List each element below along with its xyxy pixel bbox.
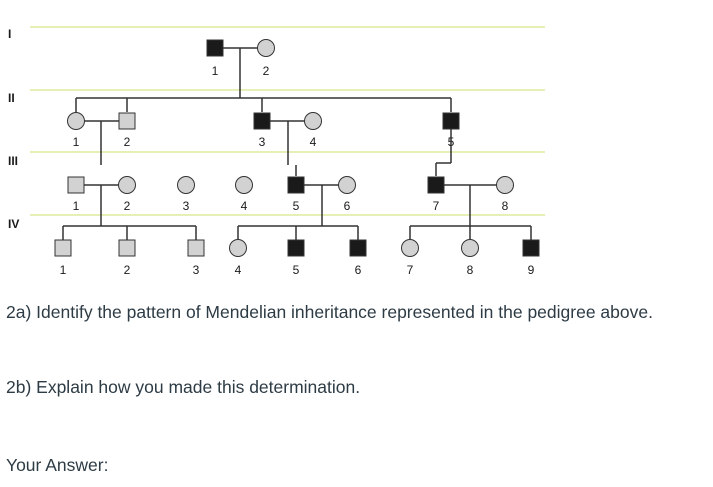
unaffected-female-symbol [178, 177, 195, 194]
unaffected-female-symbol [497, 177, 514, 194]
individual-number: 2 [123, 263, 131, 277]
unaffected-female-symbol [119, 177, 136, 194]
unaffected-male-symbol [188, 240, 204, 256]
individual-number: 3 [192, 263, 200, 277]
individual-number: 2 [123, 135, 131, 149]
individual-number: 1 [72, 135, 80, 149]
unaffected-female-symbol [339, 177, 356, 194]
unaffected-female-symbol [68, 113, 85, 130]
individual-number: 4 [234, 263, 242, 277]
affected-male-symbol [288, 177, 304, 193]
unaffected-male-symbol [119, 113, 135, 129]
individual-number: 6 [354, 263, 362, 277]
individual-number: 7 [406, 263, 414, 277]
individual-number: 1 [59, 263, 67, 277]
individual-number: 8 [501, 199, 509, 213]
affected-male-symbol [428, 177, 444, 193]
unaffected-female-symbol [462, 240, 479, 257]
affected-male-symbol [443, 113, 459, 129]
unaffected-male-symbol [119, 240, 135, 256]
generation-label: III [8, 154, 19, 168]
unaffected-female-symbol [236, 177, 253, 194]
individual-number: 6 [343, 199, 351, 213]
your-answer-label: Your Answer: [6, 455, 109, 475]
unaffected-female-symbol [402, 240, 419, 257]
individual-number: 3 [182, 199, 190, 213]
affected-male-symbol [288, 240, 304, 256]
unaffected-female-symbol [305, 113, 322, 130]
individual-number: 4 [240, 199, 248, 213]
question-2b: 2b) Explain how you made this determination. [6, 377, 361, 397]
individual-number: 4 [309, 135, 317, 149]
individual-number: 1 [72, 199, 80, 213]
unaffected-female-symbol [230, 240, 247, 257]
affected-male-symbol [350, 240, 366, 256]
question-2a: 2a) Identify the pattern of Mendelian inheritance represented in the pedigree above. [6, 302, 653, 322]
unaffected-female-symbol [258, 40, 275, 57]
individual-number: 9 [527, 263, 535, 277]
individual-number: 2 [123, 199, 131, 213]
generation-label: I [8, 27, 12, 41]
individual-number: 1 [211, 64, 219, 78]
individual-number: 5 [292, 199, 300, 213]
individual-number: 5 [292, 263, 300, 277]
generation-label: IV [8, 217, 20, 231]
unaffected-male-symbol [55, 240, 71, 256]
individual-number: 8 [466, 263, 474, 277]
individual-number: 2 [262, 64, 270, 78]
affected-male-symbol [523, 240, 539, 256]
individual-number: 5 [447, 135, 455, 149]
individual-number: 7 [432, 199, 440, 213]
affected-male-symbol [207, 40, 223, 56]
generation-label: II [8, 91, 15, 105]
affected-male-symbol [254, 113, 270, 129]
individual-number: 3 [258, 135, 266, 149]
unaffected-male-symbol [68, 177, 84, 193]
